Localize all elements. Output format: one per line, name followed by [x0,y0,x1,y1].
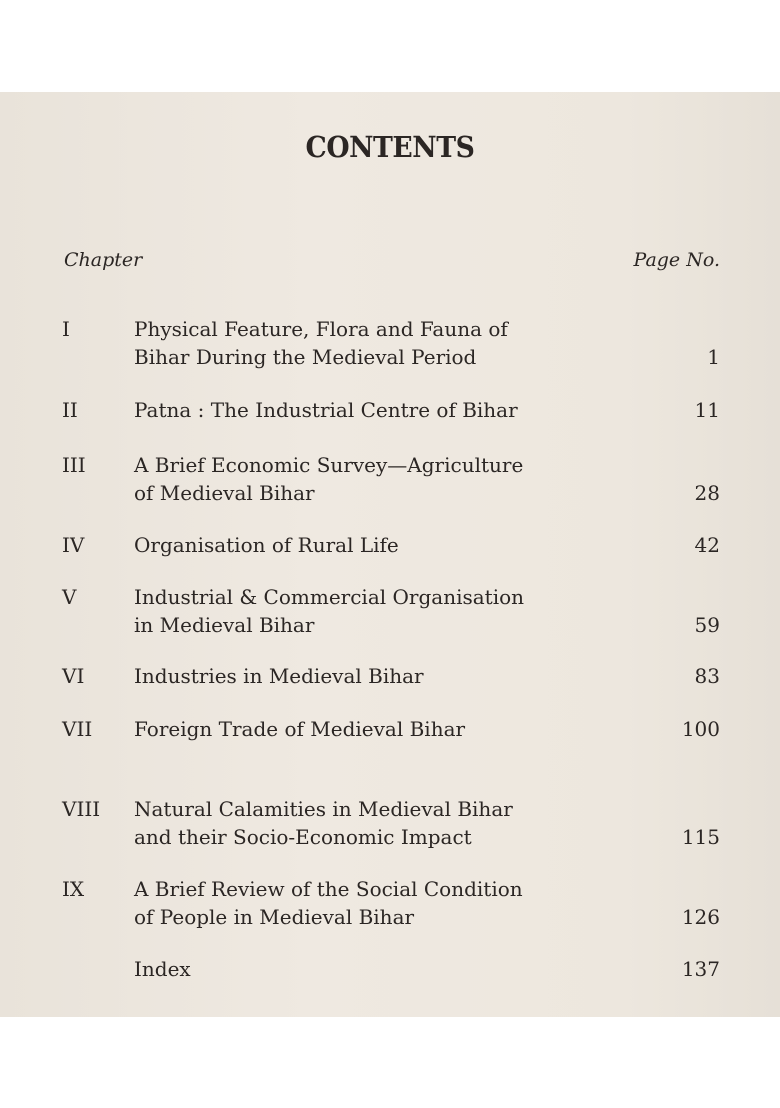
chapter-title-line: A Brief Review of the Social Condition [134,877,523,901]
page-no-column-header: Page No. [633,249,720,271]
chapter-title-line: of People in Medieval Bihar [134,905,415,929]
page-number: 11 [694,398,720,422]
chapter-title-line: Index [134,957,191,981]
chapter-number: IV [62,533,85,557]
page-number: 1 [707,345,720,369]
page-number: 126 [681,905,720,929]
page-number: 115 [681,825,720,849]
page-number: 83 [694,664,720,688]
page-number: 28 [694,481,720,505]
chapter-number: III [62,453,86,477]
chapter-title-line: A Brief Economic Survey—Agriculture [134,453,524,477]
chapter-number: V [62,585,77,609]
chapter-number: VI [62,664,85,688]
page-number: 100 [681,717,720,741]
page-number: 42 [694,533,720,557]
chapter-title-line: Patna : The Industrial Centre of Bihar [134,398,518,422]
chapter-title-line: and their Socio-Economic Impact [134,825,472,849]
page-number: 59 [694,613,720,637]
page-number: 137 [681,957,720,981]
chapter-title-line: Foreign Trade of Medieval Bihar [134,717,466,741]
chapter-title-line: Bihar During the Medieval Period [134,345,477,369]
chapter-title-line: Natural Calamities in Medieval Bihar [134,797,513,821]
chapter-number: IX [62,877,85,901]
chapter-title-line: in Medieval Bihar [134,613,315,637]
chapter-number: VII [62,717,93,741]
chapter-number: I [62,317,70,341]
chapter-column-header: Chapter [64,249,143,271]
chapter-title-line: Physical Feature, Flora and Fauna of [134,317,508,341]
chapter-title-line: Industrial & Commercial Organisation [134,585,525,609]
chapter-number: VIII [62,797,101,821]
chapter-number: II [62,398,78,422]
chapter-title-line: Organisation of Rural Life [134,533,399,557]
page-title: CONTENTS [305,130,475,164]
chapter-title-line: of Medieval Bihar [134,481,315,505]
chapter-title-line: Industries in Medieval Bihar [134,664,424,688]
